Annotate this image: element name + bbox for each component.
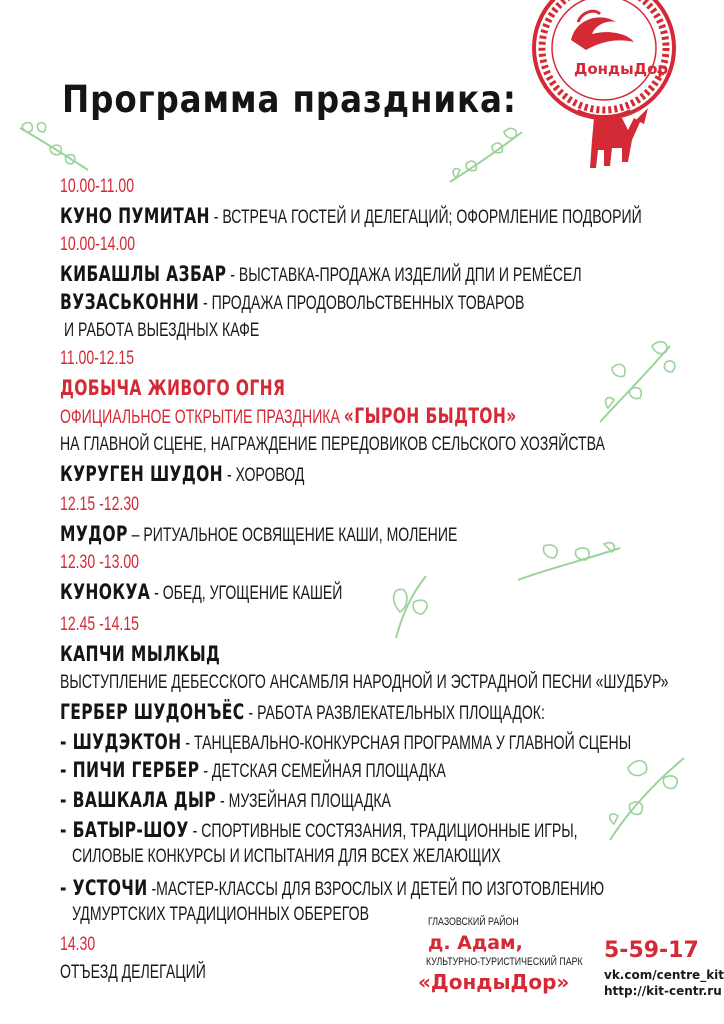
event-desc-cont: И РАБОТА ВЫЕЗДНЫХ КАФЕ [64,320,260,341]
leaf-icon [386,572,436,642]
event-name: ШУДЭКТОН [72,730,182,754]
leaf-sprig-icon [604,748,690,844]
event-name: КУНОКУА [60,580,151,604]
time-slot: 11.00-12.15 [60,348,135,369]
event-desc: - ВСТРЕЧА ГОСТЕЙ И ДЕЛЕГАЦИЙ; ОФОРМЛЕНИЕ ПОДВОРИЙ [209,207,642,228]
logo-text: ДондыДор [574,60,669,78]
event-desc: - МУЗЕЙНАЯ ПЛОЩАДКА [216,791,391,812]
time-slot: 10.00-11.00 [60,176,135,197]
leaf-sprig-icon [14,118,94,178]
event-desc: - ТАНЦЕВАЛЬНО-КОНКУРСНАЯ ПРОГРАММА У ГЛАВНОЙ СЦЕНЫ [181,733,632,754]
page-title: Программа праздника: [62,78,517,121]
program-item [60,204,642,229]
site-link[interactable]: http://kit-centr.ru [604,984,722,998]
event-desc: - ХОРОВОД [223,465,305,486]
list-dash: - [60,730,73,754]
program-item [60,642,220,667]
time-slot: 14.30 [60,934,96,955]
program-item [60,876,604,901]
event-desc: – РИТУАЛЬНОЕ ОСВЯЩЕНИЕ КАШИ, МОЛЕНИЕ [127,525,458,546]
event-name: ВАШКАЛА ДЫР [72,788,217,812]
time-slot: 12.30 -13.00 [60,552,139,573]
program-item [60,376,285,401]
event-desc: - ОБЕД, УГОЩЕНИЕ КАШЕЙ [150,583,343,604]
event-desc: ОФИЦИАЛЬНОЕ ОТКРЫТИЕ ПРАЗДНИКА [60,407,344,428]
program-item [60,818,578,843]
district-label: ГЛАЗОВСКИЙ РАЙОН [428,916,519,928]
event-name: ДОБЫЧА ЖИВОГО ОГНЯ [60,376,286,400]
phone-number: 5-59-17 [604,938,699,963]
time-slot: 10.00-14.00 [60,234,136,255]
program-item [60,404,517,429]
event-desc: НА ГЛАВНОЙ СЦЕНЕ, НАГРАЖДЕНИЕ ПЕРЕДОВИКОВ СЕЛЬСКОГО ХОЗЯЙСТВА [60,434,605,455]
event-name: УСТОЧИ [72,876,148,900]
event-desc: -МАСТЕР-КЛАССЫ ДЛЯ ВЗРОСЛЫХ И ДЕТЕЙ ПО ИЗГОТОВЛЕНИЮ [147,879,605,900]
event-name: ПИЧИ ГЕРБЕР [72,758,200,782]
program-item [60,522,457,547]
event-desc: - СПОРТИВНЫЕ СОСТЯЗАНИЯ, ТРАДИЦИОННЫЕ ИГРЫ, [188,821,578,842]
event-name: БАТЫР-ШОУ [72,818,189,842]
vk-link[interactable]: vk.com/centre_kit [604,968,724,982]
event-name: КИБАШЛЫ АЗБАР [60,262,227,286]
list-dash: - [60,818,73,842]
program-item [60,462,304,487]
event-desc: - ДЕТСКАЯ СЕМЕЙНАЯ ПЛОЩАДКА [199,761,446,782]
event-name: КУРУГЕН ШУДОН [60,462,224,486]
park-label: КУЛЬТУРНО-ТУРИСТИЧЕСКИЙ ПАРК [426,956,583,968]
event-name: КАПЧИ МЫЛКЫД [60,642,221,666]
event-desc: - ПРОДАЖА ПРОДОВОЛЬСТВЕННЫХ ТОВАРОВ [199,293,525,314]
event-desc: - РАБОТА РАЗВЛЕКАТЕЛЬНЫХ ПЛОЩАДОК: [244,703,545,724]
list-dash: - [60,758,73,782]
event-desc: ВЫСТУПЛЕНИЕ ДЕБЕССКОГО АНСАМБЛЯ НАРОДНОЙ И ЭСТРАДНОЙ ПЕСНИ «ШУДБУР» [60,672,669,693]
program-item [60,700,545,725]
event-name: ВУЗАСЬКОННИ [60,290,200,314]
program-item [60,580,342,605]
time-slot: 12.45 -14.15 [60,614,139,635]
program-item [60,788,391,813]
event-desc-cont: СИЛОВЫЕ КОНКУРСЫ И ИСПЫТАНИЯ ДЛЯ ВСЕХ ЖЕЛАЮЩИХ [72,846,501,867]
event-name: МУДОР [60,522,128,546]
village-name: д. Адам, [428,932,523,954]
program-item [60,262,582,287]
leaf-sprig-icon [446,124,526,188]
list-dash: - [60,876,73,900]
event-desc: ОТЪЕЗД ДЕЛЕГАЦИЙ [60,962,206,983]
dondydor-logo [516,0,692,190]
leaf-sprig-icon [590,338,680,428]
event-desc-cont: УДМУРТСКИХ ТРАДИЦИОННЫХ ОБЕРЕГОВ [72,904,369,925]
time-slot: 12.15 -12.30 [60,494,139,515]
event-name: ГЕРБЕР ШУДОНЪЁС [60,700,245,724]
event-name: «ГЫРОН БЫДТОН» [343,404,517,428]
program-item [60,730,631,755]
park-name: «ДондыДор» [418,970,570,994]
program-item [60,290,524,315]
event-name: КУНО ПУМИТАН [60,204,210,228]
program-item [60,758,446,783]
list-dash: - [60,788,73,812]
leaf-sprig-icon [514,540,624,586]
event-desc: - ВЫСТАВКА-ПРОДАЖА ИЗДЕЛИЙ ДПИ И РЕМЁСЕЛ [226,265,582,286]
